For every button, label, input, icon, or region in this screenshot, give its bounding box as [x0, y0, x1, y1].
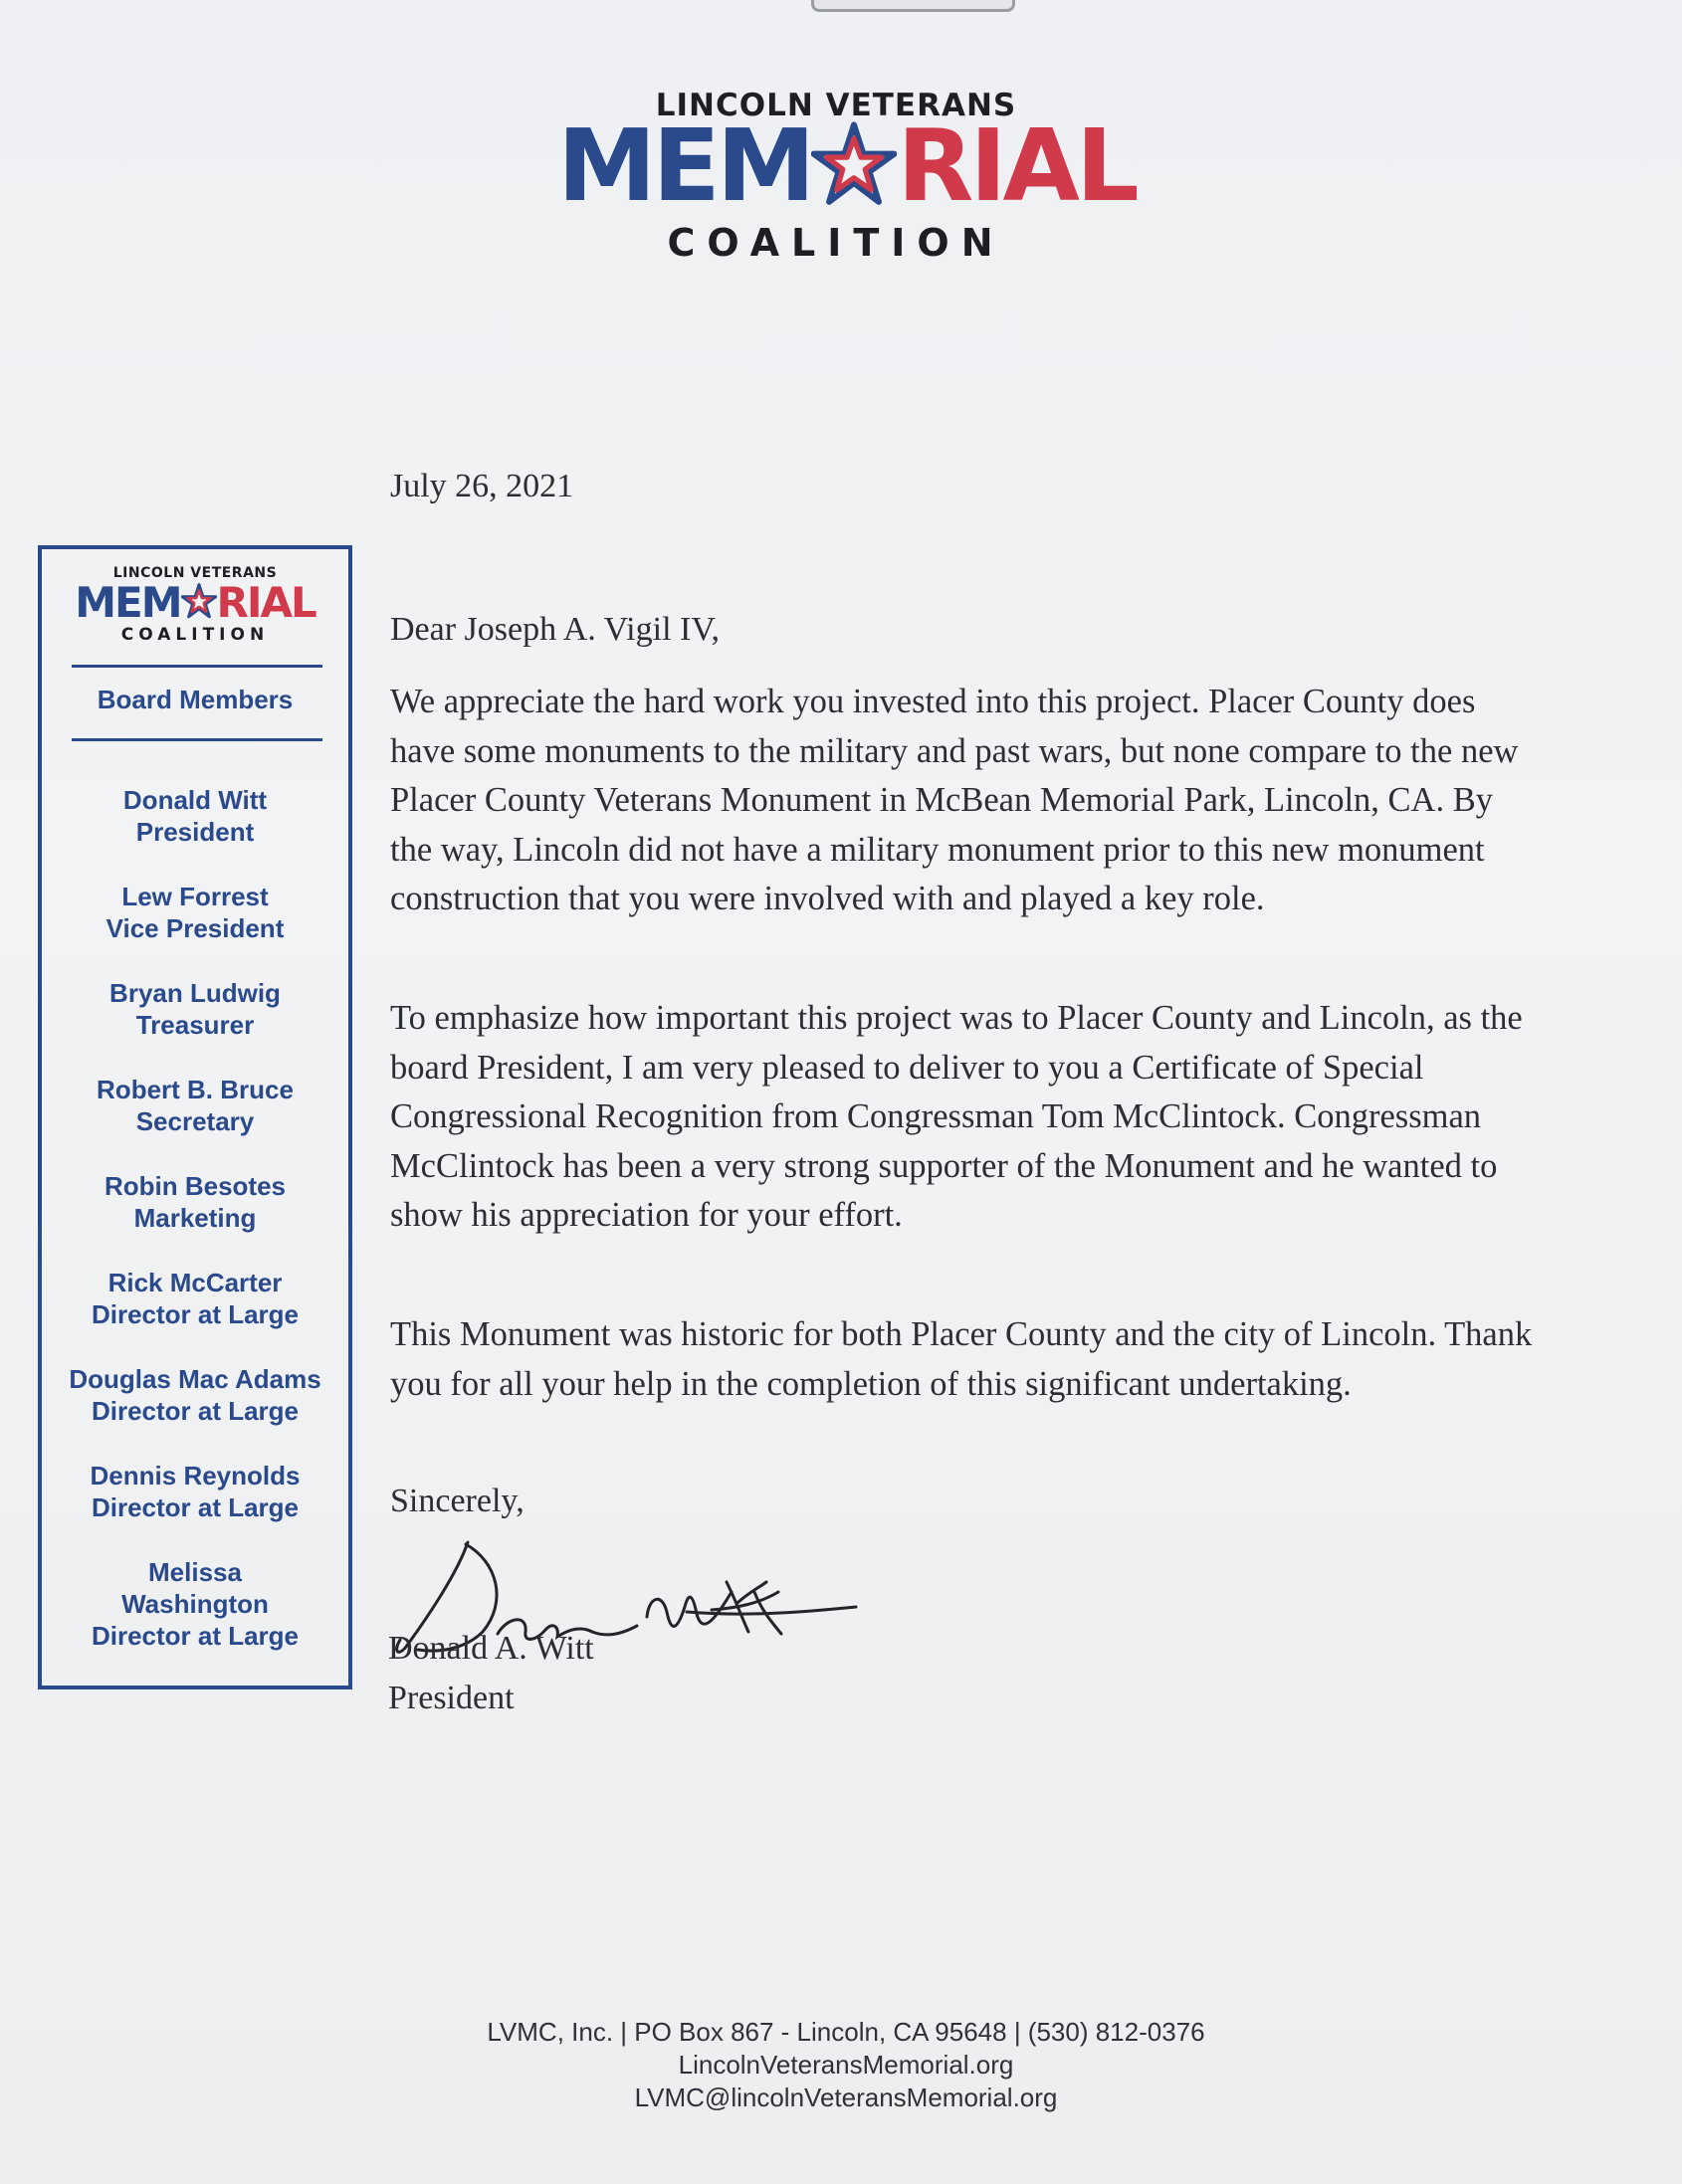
board-member [42, 1267, 348, 1363]
member-role: Director at Large [91, 1396, 300, 1426]
logo-memorial-right: RIAL [897, 107, 1136, 224]
logo-memorial-word [557, 107, 1136, 224]
member-name: Dennis Reynolds [90, 1461, 301, 1490]
footer-address: LVMC, Inc. | PO Box 867 - Lincoln, CA 95648 | (530) 812-0376 [487, 2017, 1205, 2047]
member-role: Director at Large [91, 1492, 300, 1522]
member-name: Donald Witt [122, 785, 268, 815]
member-name: Lew Forrest [121, 882, 269, 911]
divider [72, 665, 322, 668]
member-role: Marketing [133, 1203, 257, 1233]
letter-paragraph: We appreciate the hard work you invested into this project. Placer County does have some monuments to the military and past wars, but none compare to the new Placer County Veterans Monument in McBean Memorial Park, Lincoln, CA. By the way, Lincoln did not have a military monument prior to this new monument construction that you were involved with and played a key role. [390, 683, 1519, 917]
board-members-heading: Board Members [97, 685, 294, 714]
letter-closing: Sincerely, [390, 1483, 525, 1519]
signer-name: Donald A. Witt [388, 1630, 594, 1667]
board-member [42, 784, 348, 881]
member-name: Douglas Mac Adams [69, 1364, 321, 1394]
logo-line-lincoln-veterans: LINCOLN VETERANS [655, 88, 1017, 123]
member-role: Director at Large [91, 1299, 300, 1329]
sidebar-logo-memorial-left: MEM [75, 578, 181, 627]
letter-paragraph: This Monument was historic for both Placer County and the city of Lincoln. Thank you for all your help in the completion of this significant undertaking. [390, 1315, 1533, 1403]
board-member [42, 1170, 348, 1267]
signer-title: President [388, 1680, 515, 1716]
sidebar-logo [42, 565, 348, 645]
member-role: Director at Large [91, 1621, 300, 1651]
sidebar-logo-memorial [42, 578, 348, 627]
sidebar-logo-memorial-right: RIAL [216, 578, 315, 627]
sidebar-logo-line1: LINCOLN VETERANS [112, 565, 278, 581]
footer-website: LincolnVeteransMemorial.org [678, 2050, 1014, 2080]
member-role: Secretary [135, 1106, 255, 1136]
board-members-panel [38, 545, 352, 1689]
divider [72, 738, 322, 741]
board-member [42, 977, 348, 1074]
member-name: Rick McCarter [107, 1268, 283, 1297]
member-role: President [135, 817, 255, 847]
letter-paragraph: To emphasize how important this project was to Placer County and Lincoln, as the board President, I am very pleased to deliver to you a Certificate of Special Congressional Recognition from Congressman Tom McClintock. Congressman McClintock has been a very strong supporter of the Monument and he wanted to show his appreciation for your effort. [390, 999, 1523, 1234]
member-role: Vice President [105, 913, 285, 943]
board-members-list [42, 784, 348, 1653]
board-member [42, 881, 348, 977]
member-name: Melissa Washington [121, 1557, 269, 1619]
footer-email: LVMC@lincolnVeteransMemorial.org [634, 2083, 1058, 2112]
letterhead-logo [557, 88, 1136, 267]
logo-line-coalition: COALITION [667, 221, 1005, 265]
member-name: Robin Besotes [104, 1171, 287, 1201]
board-member [42, 1556, 348, 1653]
star-icon [181, 581, 217, 621]
letter-salutation: Dear Joseph A. Vigil IV, [390, 611, 721, 648]
member-name: Bryan Ludwig [109, 978, 281, 1008]
board-member [42, 1074, 348, 1170]
sidebar-logo-line3: COALITION [120, 625, 270, 645]
letter-date: July 26, 2021 [390, 468, 574, 504]
star-icon [811, 116, 897, 212]
board-member [42, 1363, 348, 1460]
member-role: Treasurer [135, 1010, 255, 1040]
board-member [42, 1460, 348, 1556]
paper-clip-tab [811, 0, 1015, 12]
logo-memorial-left: MEM [557, 107, 812, 224]
letter-footer [299, 2016, 1393, 2114]
member-name: Robert B. Bruce [97, 1075, 294, 1104]
